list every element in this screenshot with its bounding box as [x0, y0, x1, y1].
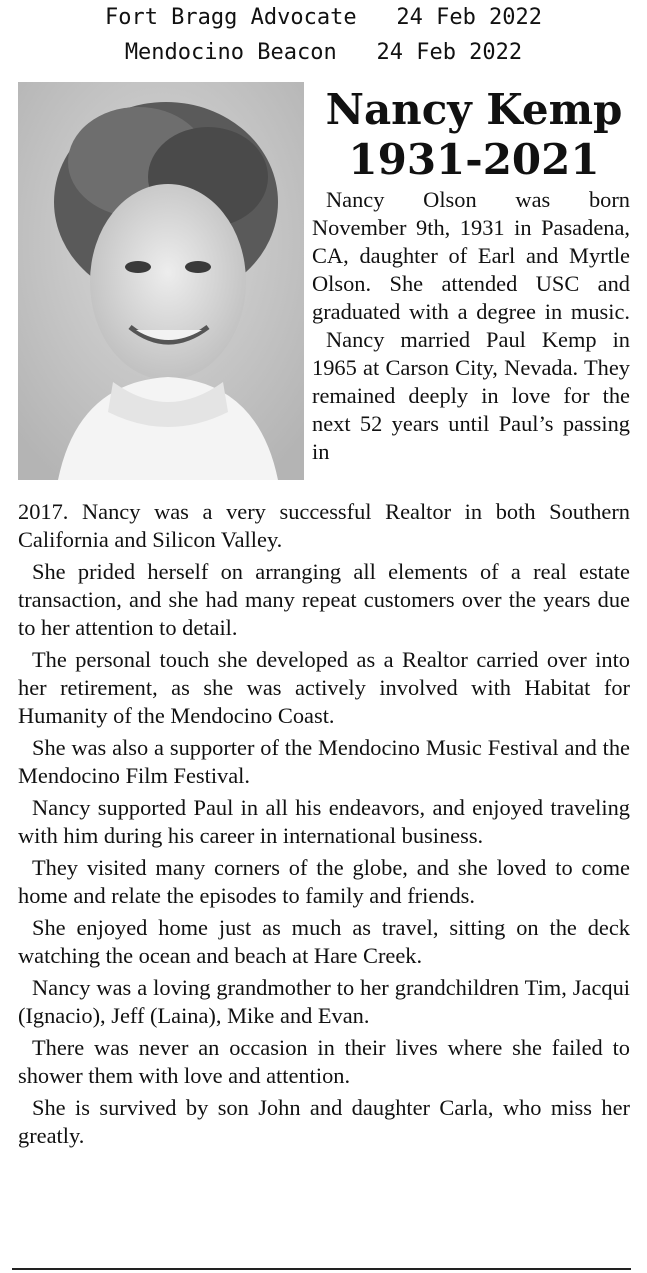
side-column: [312, 186, 630, 466]
paragraph: She is survived by son John and daughter Carla, who miss her greatly.: [18, 1095, 630, 1148]
paragraph: There was never an occasion in their lives where she failed to shower them with love and attention.: [18, 1035, 630, 1088]
paragraph: She prided herself on arranging all elements of a real estate transaction, and she had many repeat customers over the years due to her attention to detail.: [18, 559, 630, 640]
paragraph-birth: Nancy Olson was born November 9th, 1931 in Pasadena, CA, daughter of Earl and Myrtle Olson. She attended USC and graduated with a degree in music.: [312, 187, 630, 324]
bottom-divider: [12, 1268, 631, 1270]
paragraph: Nancy supported Paul in all his endeavors, and enjoyed traveling with him during his career in international business.: [18, 795, 630, 848]
portrait-photo: [18, 82, 304, 480]
main-column: [18, 498, 630, 1154]
paragraph: She was also a supporter of the Mendocino Music Festival and the Mendocino Film Festival.: [18, 735, 630, 788]
portrait-image: [18, 82, 304, 480]
paragraph-career: 2017. Nancy was a very successful Realtor in both Southern California and Silicon Valley.: [18, 499, 630, 552]
publication-header-beacon: Mendocino Beacon 24 Feb 2022: [124, 40, 523, 65]
obituary-name: Nancy Kemp: [325, 85, 623, 134]
obituary-years: 1931-2021: [348, 135, 600, 184]
paragraph: They visited many corners of the globe, and she loved to come home and relate the episodes to family and friends.: [18, 855, 630, 908]
publication-header-advocate: Fort Bragg Advocate 24 Feb 2022: [104, 5, 543, 30]
paragraph: She enjoyed home just as much as travel, sitting on the deck watching the ocean and beach at Hare Creek.: [18, 915, 630, 968]
paragraph-marriage: Nancy married Paul Kemp in 1965 at Carson City, Nevada. They remained deeply in love for the next 52 years until Paul’s passing in: [312, 327, 630, 464]
paragraph: Nancy was a loving grandmother to her grandchildren Tim, Jacqui (Ignacio), Jeff (Laina), Mike and Evan.: [18, 975, 630, 1028]
paragraph: The personal touch she developed as a Realtor carried over into her retirement, as she was actively involved with Habitat for Humanity of the Mendocino Coast.: [18, 647, 630, 728]
